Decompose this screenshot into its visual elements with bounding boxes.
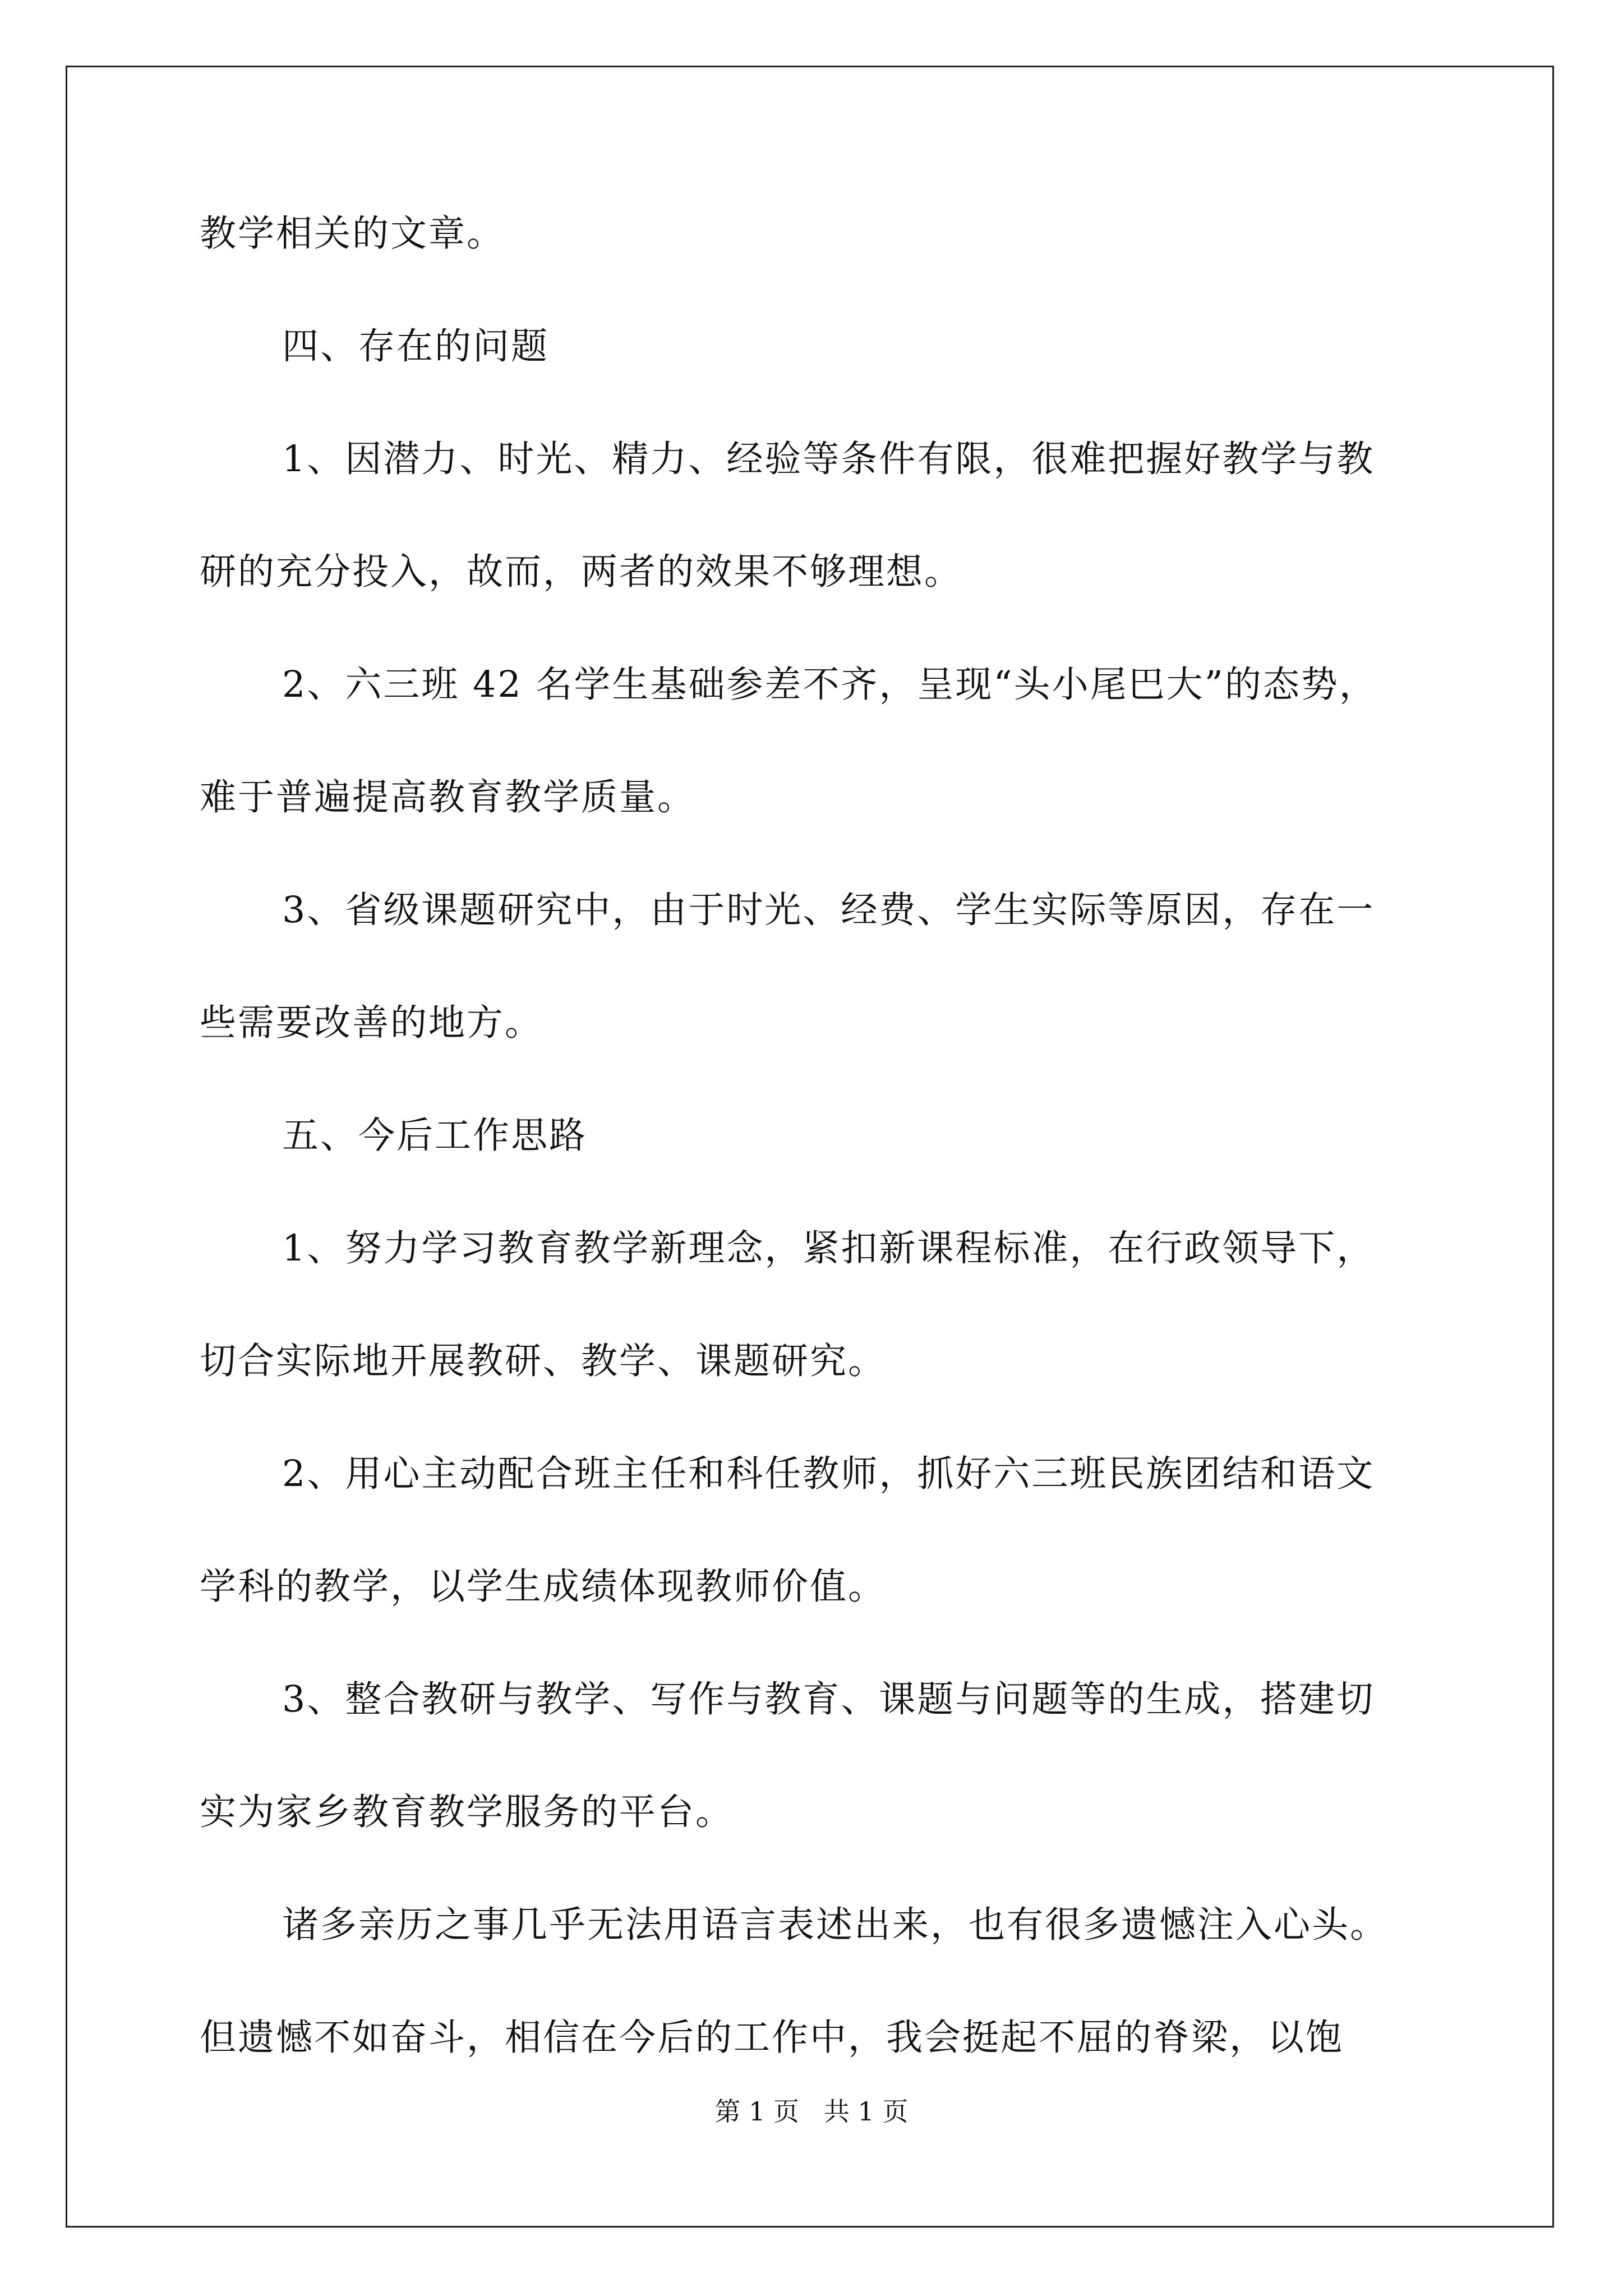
paragraph-line: 但遗憾不如奋斗，相信在今后的工作中，我会挺起不屈的脊梁，以饱 (200, 2017, 1344, 2059)
paragraph-line: 些需要改善的地方。 (200, 1002, 543, 1044)
paragraph-line: 2、六三班 42 名学生基础参差不齐，呈现“头小尾巴大”的态势， (282, 664, 1377, 706)
paragraph-line: 研的充分投入，故而，两者的效果不够理想。 (200, 551, 963, 593)
paragraph-line: 难于普遍提高教育教学质量。 (200, 776, 696, 818)
paragraph-line: 实为家乡教育教学服务的平台。 (200, 1791, 734, 1833)
paragraph-line: 切合实际地开展教研、教学、课题研究。 (200, 1340, 887, 1382)
section-heading: 五、今后工作思路 (282, 1115, 588, 1157)
paragraph-line: 3、省级课题研究中，由于时光、经费、学生实际等原因，存在一 (282, 889, 1375, 931)
section-heading: 四、存在的问题 (282, 325, 550, 367)
paragraph-line: 2、用心主动配合班主任和科任教师，抓好六三班民族团结和语文 (282, 1453, 1375, 1495)
paragraph-line: 学科的教学，以学生成绩体现教师价值。 (200, 1566, 887, 1608)
page-indicator: 第 1 页 共 1 页 (714, 2096, 909, 2127)
paragraph-line: 1、因潜力、时光、精力、经验等条件有限，很难把握好教学与教 (282, 438, 1375, 480)
paragraph-line: 教学相关的文章。 (200, 213, 505, 255)
paragraph-line: 1、努力学习教育教学新理念，紧扣新课程标准，在行政领导下， (282, 1227, 1375, 1269)
paragraph-line: 3、整合教研与教学、写作与教育、课题与问题等的生成，搭建切 (282, 1678, 1375, 1720)
paragraph-line: 诸多亲历之事几乎无法用语言表述出来，也有很多遗憾注入心头。 (282, 1904, 1389, 1946)
